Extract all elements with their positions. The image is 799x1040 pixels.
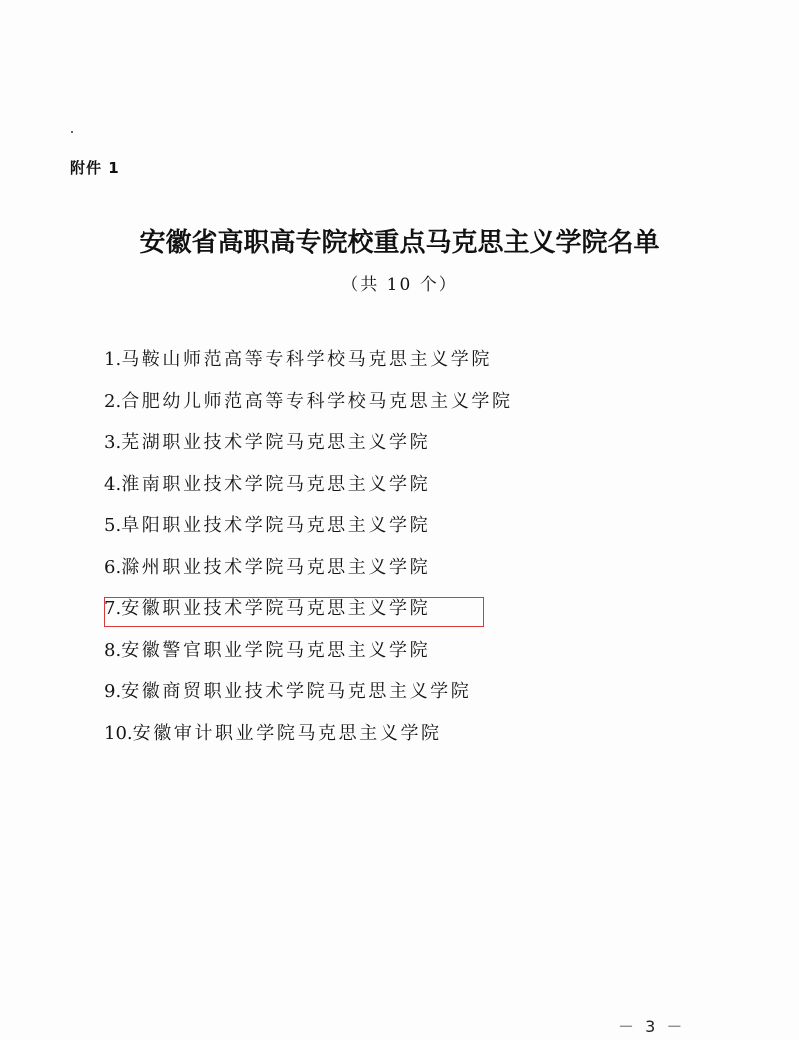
list-item <box>104 635 513 677</box>
list-item <box>104 552 513 594</box>
list-item <box>104 718 513 760</box>
item-number: 5. <box>104 515 122 536</box>
item-number: 7. <box>104 598 122 619</box>
item-name: 安徽审计职业学院马克思主义学院 <box>132 722 442 744</box>
scan-speck <box>71 131 73 133</box>
item-number: 1. <box>104 349 122 370</box>
document-subtitle: （共 10 个） <box>341 275 458 295</box>
list-item <box>104 510 513 552</box>
list-item <box>104 427 513 469</box>
item-number: 2. <box>104 390 122 412</box>
highlight-box <box>104 597 484 627</box>
item-number: 3. <box>104 432 122 453</box>
item-name: 芜湖职业技术学院马克思主义学院 <box>121 432 431 453</box>
attachment-label: 附件 1 <box>70 159 120 177</box>
item-name: 滁州职业技术学院马克思主义学院 <box>121 556 431 578</box>
item-name: 马鞍山师范高等专科学校马克思主义学院 <box>121 349 492 370</box>
item-name: 合肥幼儿师范高等专科学校马克思主义学院 <box>121 390 513 412</box>
item-number: 10. <box>104 722 133 744</box>
item-name: 安徽商贸职业技术学院马克思主义学院 <box>121 681 472 702</box>
list-item <box>104 676 513 718</box>
item-number: 6. <box>104 556 122 578</box>
page-number: － 3 － <box>618 1017 686 1036</box>
item-name: 阜阳职业技术学院马克思主义学院 <box>121 515 431 536</box>
item-name: 安徽职业技术学院马克思主义学院 <box>121 598 431 619</box>
item-number: 4. <box>104 473 122 495</box>
item-name: 淮南职业技术学院马克思主义学院 <box>121 473 431 495</box>
item-number: 8. <box>104 639 122 661</box>
item-number: 9. <box>104 681 122 702</box>
college-list <box>104 344 513 759</box>
list-item <box>104 469 513 511</box>
list-item <box>104 386 513 428</box>
document-title: 安徽省高职高专院校重点马克思主义学院名单 <box>139 228 660 258</box>
item-name: 安徽警官职业学院马克思主义学院 <box>121 639 431 661</box>
list-item <box>104 344 513 386</box>
